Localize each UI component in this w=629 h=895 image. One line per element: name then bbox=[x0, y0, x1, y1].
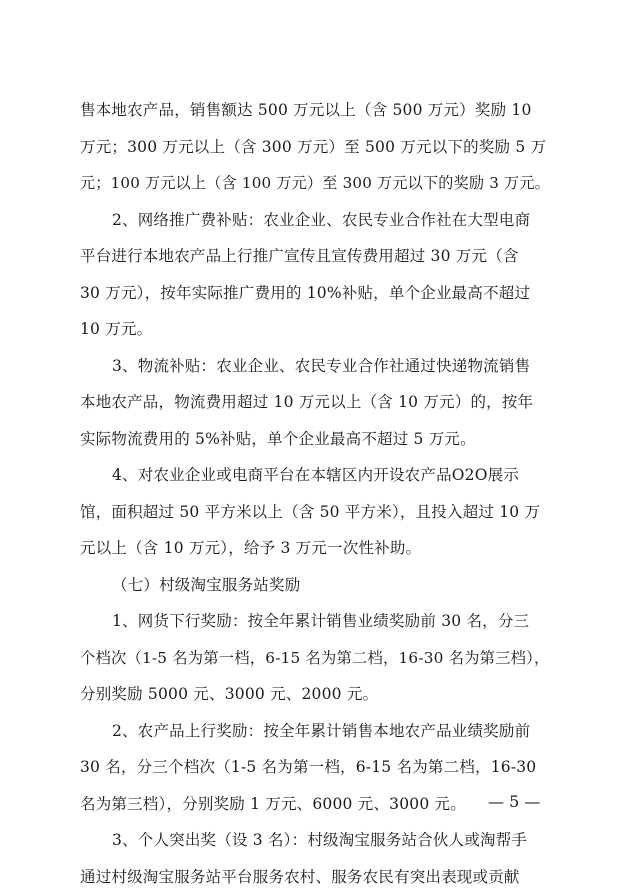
document-body bbox=[80, 92, 550, 895]
text-line: 4、对农业企业或电商平台在本辖区内开设农产品O2O展示 bbox=[80, 457, 550, 494]
text-line: 分别奖励 5000 元、3000 元、2000 元。 bbox=[80, 676, 550, 713]
text-line: 1、网货下行奖励：按全年累计销售业绩奖励前 30 名，分三 bbox=[80, 603, 550, 640]
text-line: 通过村级淘宝服务站平台服务农村、服务农民有突出表现或贡献 bbox=[80, 859, 550, 895]
text-line: 元以上（含 10 万元），给予 3 万元一次性补助。 bbox=[80, 530, 550, 567]
text-line: 30 名，分三个档次（1-5 名为第一档，6-15 名为第二档，16-30 bbox=[80, 749, 550, 786]
text-line: 3、物流补贴：农业企业、农民专业合作社通过快递物流销售 bbox=[80, 348, 550, 385]
page-number: — 5 — bbox=[488, 792, 540, 812]
text-line: 2、农产品上行奖励：按全年累计销售本地农产品业绩奖励前 bbox=[80, 713, 550, 750]
text-line: 万元；300 万元以上（含 300 万元）至 500 万元以下的奖励 5 万 bbox=[80, 129, 550, 166]
text-line: 馆，面积超过 50 平方米以上（含 50 平方米），且投入超过 10 万 bbox=[80, 494, 550, 531]
text-line: 售本地农产品，销售额达 500 万元以上（含 500 万元）奖励 10 bbox=[80, 92, 550, 129]
text-line: 10 万元。 bbox=[80, 311, 550, 348]
text-line: 2、网络推广费补贴：农业企业、农民专业合作社在大型电商 bbox=[80, 202, 550, 239]
text-line: （七）村级淘宝服务站奖励 bbox=[80, 567, 550, 604]
text-line: 名为第三档），分别奖励 1 万元、6000 元、3000 元。 bbox=[80, 786, 550, 823]
text-line: 元；100 万元以上（含 100 万元）至 300 万元以下的奖励 3 万元。 bbox=[80, 165, 550, 202]
text-line: 30 万元），按年实际推广费用的 10%补贴，单个企业最高不超过 bbox=[80, 275, 550, 312]
text-line: 平台进行本地农产品上行推广宣传且宣传费用超过 30 万元（含 bbox=[80, 238, 550, 275]
text-line: 实际物流费用的 5%补贴，单个企业最高不超过 5 万元。 bbox=[80, 421, 550, 458]
text-line: 本地农产品，物流费用超过 10 万元以上（含 10 万元）的，按年 bbox=[80, 384, 550, 421]
text-line: 3、个人突出奖（设 3 名）：村级淘宝服务站合伙人或淘帮手 bbox=[80, 822, 550, 859]
text-line: 个档次（1-5 名为第一档，6-15 名为第二档，16-30 名为第三档）， bbox=[80, 640, 550, 677]
